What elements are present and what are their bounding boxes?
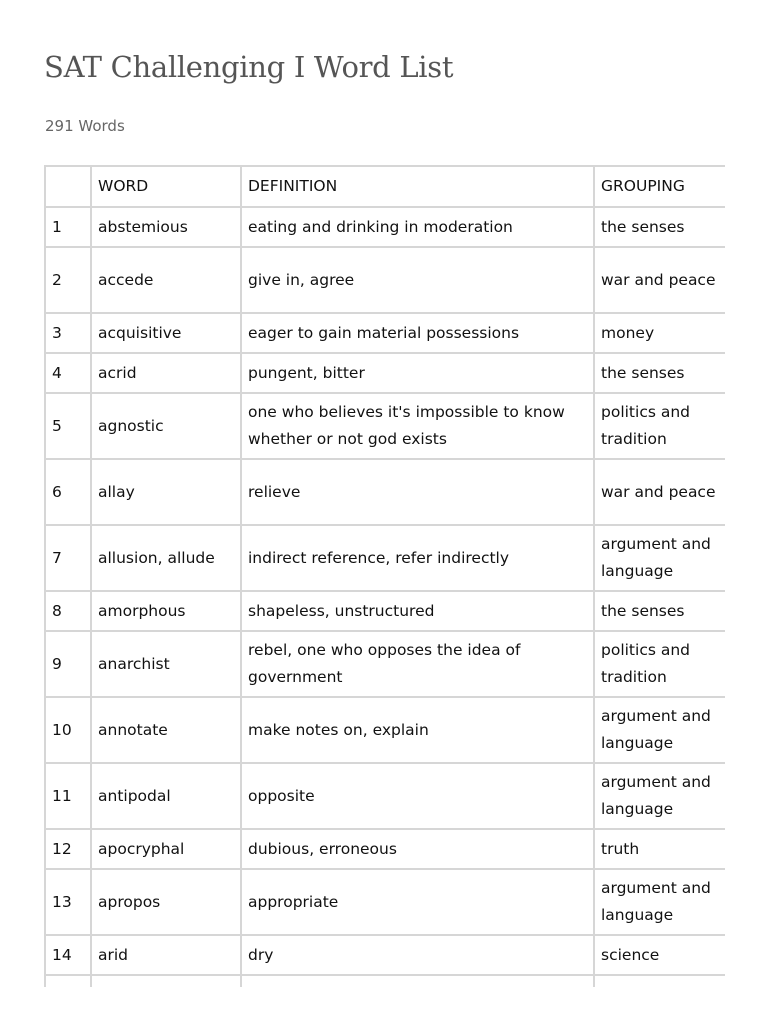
table-row [45,247,725,313]
word-cell: acquisitive [91,313,241,353]
grouping-cell: war and peace [594,459,725,525]
row-number-cell: 3 [45,313,91,353]
word-count: 291 Words [45,117,125,135]
grouping-cell: the senses [594,353,725,393]
definition-cell: relieve [241,459,594,525]
table-row [45,393,725,459]
table-row-partial [45,975,725,987]
table-body [45,207,725,987]
grouping-cell: argument and language [594,763,725,829]
empty-cell [45,975,91,987]
grouping-cell: the senses [594,591,725,631]
table-row [45,459,725,525]
word-cell: antipodal [91,763,241,829]
definition-cell: give in, agree [241,247,594,313]
word-cell: accede [91,247,241,313]
table-row [45,313,725,353]
definition-cell: appropriate [241,869,594,935]
definition-column-header: DEFINITION [241,166,594,207]
table-row [45,869,725,935]
grouping-cell: argument and language [594,697,725,763]
word-cell: annotate [91,697,241,763]
grouping-cell: war and peace [594,247,725,313]
row-number-cell: 14 [45,935,91,975]
row-number-cell: 1 [45,207,91,247]
definition-cell: rebel, one who opposes the idea of government [241,631,594,697]
word-cell: anarchist [91,631,241,697]
definition-cell: eager to gain material possessions [241,313,594,353]
grouping-cell: politics and tradition [594,393,725,459]
grouping-cell: science [594,935,725,975]
empty-cell [91,975,241,987]
row-number-cell: 8 [45,591,91,631]
row-number-cell: 10 [45,697,91,763]
word-table-container [44,165,725,987]
table-row [45,631,725,697]
table-row [45,353,725,393]
definition-cell: dry [241,935,594,975]
grouping-cell: argument and language [594,525,725,591]
definition-cell: indirect reference, refer indirectly [241,525,594,591]
grouping-cell: truth [594,829,725,869]
empty-cell [241,975,594,987]
word-cell: allay [91,459,241,525]
definition-cell: make notes on, explain [241,697,594,763]
table-row [45,829,725,869]
word-table [44,165,725,987]
row-number-cell: 9 [45,631,91,697]
grouping-cell: politics and tradition [594,631,725,697]
empty-cell [594,975,725,987]
grouping-cell: money [594,313,725,353]
word-cell: agnostic [91,393,241,459]
grouping-cell: the senses [594,207,725,247]
grouping-cell: argument and language [594,869,725,935]
word-column-header: WORD [91,166,241,207]
definition-cell: eating and drinking in moderation [241,207,594,247]
word-cell: allusion, allude [91,525,241,591]
table-header-row [45,166,725,207]
word-cell: apropos [91,869,241,935]
word-cell: amorphous [91,591,241,631]
definition-cell: shapeless, unstructured [241,591,594,631]
word-cell: arid [91,935,241,975]
row-number-cell: 4 [45,353,91,393]
page-title: SAT Challenging I Word List [44,50,454,84]
table-row [45,591,725,631]
table-row [45,763,725,829]
table-row [45,525,725,591]
row-number-cell: 11 [45,763,91,829]
definition-cell: pungent, bitter [241,353,594,393]
row-number-cell: 2 [45,247,91,313]
word-cell: acrid [91,353,241,393]
grouping-column-header: GROUPING [594,166,725,207]
definition-cell: opposite [241,763,594,829]
row-number-cell: 13 [45,869,91,935]
table-row [45,207,725,247]
number-column-header [45,166,91,207]
row-number-cell: 7 [45,525,91,591]
word-cell: abstemious [91,207,241,247]
row-number-cell: 5 [45,393,91,459]
word-cell: apocryphal [91,829,241,869]
definition-cell: dubious, erroneous [241,829,594,869]
table-row [45,697,725,763]
definition-cell: one who believes it's impossible to know whether or not god exists [241,393,594,459]
row-number-cell: 6 [45,459,91,525]
table-row [45,935,725,975]
row-number-cell: 12 [45,829,91,869]
